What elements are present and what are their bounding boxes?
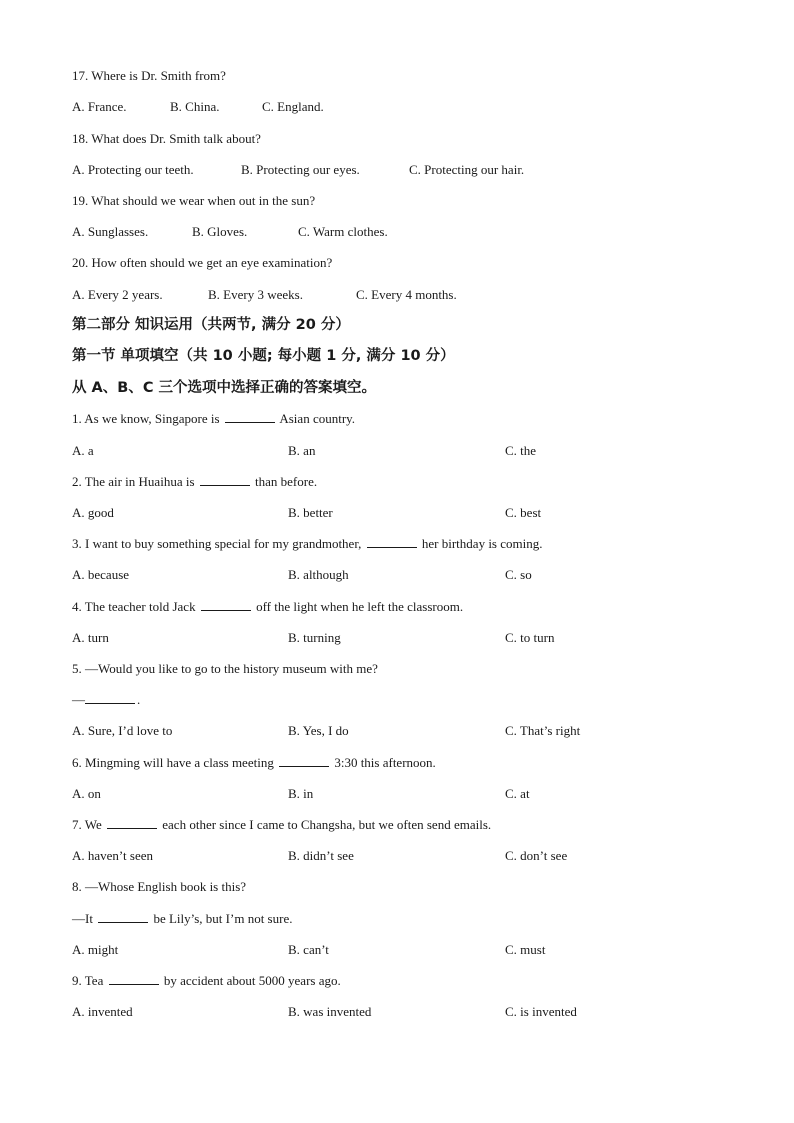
option-8-c[interactable]: C. must (505, 942, 546, 957)
question-20: 20. How often should we get an eye examination? (72, 255, 333, 270)
option-6-b[interactable]: B. in (288, 786, 314, 801)
question-5-reply: — . (72, 692, 141, 707)
option-9-c[interactable]: C. is invented (505, 1004, 577, 1019)
option-17-a[interactable]: A. France. (72, 99, 127, 114)
option-4-c[interactable]: C. to turn (505, 630, 555, 645)
answer-blank[interactable] (225, 411, 275, 423)
question-3: 3. I want to buy something special for my grandmother, her birthday is coming. (72, 536, 543, 551)
question-18: 18. What does Dr. Smith talk about? (72, 131, 261, 146)
option-18-c[interactable]: C. Protecting our hair. (409, 162, 525, 177)
option-8-a[interactable]: A. might (72, 942, 119, 957)
option-8-b[interactable]: B. can’t (288, 942, 329, 957)
question-5: 5. —Would you like to go to the history museum with me? (72, 661, 378, 676)
option-2-a[interactable]: A. good (72, 505, 114, 520)
part-two-heading: 第二部分 知识运用（共两节, 满分 20 分） (72, 317, 350, 333)
option-20-c[interactable]: C. Every 4 months. (356, 287, 457, 302)
question-19: 19. What should we wear when out in the sun? (72, 193, 316, 208)
answer-blank[interactable] (85, 692, 135, 704)
answer-blank[interactable] (107, 817, 157, 829)
option-5-a[interactable]: A. Sure, I’d love to (72, 723, 173, 738)
option-3-b[interactable]: B. although (288, 567, 349, 582)
answer-blank[interactable] (201, 599, 251, 611)
question-6: 6. Mingming will have a class meeting 3:30 this afternoon. (72, 755, 436, 770)
option-19-b[interactable]: B. Gloves. (192, 224, 248, 239)
question-4: 4. The teacher told Jack off the light when he left the classroom. (72, 599, 464, 614)
option-20-b[interactable]: B. Every 3 weeks. (208, 287, 303, 302)
section-one-heading: 第一节 单项填空（共 10 小题; 每小题 1 分, 满分 10 分） (72, 348, 455, 364)
answer-blank[interactable] (200, 474, 250, 486)
answer-blank[interactable] (98, 911, 148, 923)
option-3-a[interactable]: A. because (72, 567, 130, 582)
option-1-c[interactable]: C. the (505, 443, 537, 458)
option-2-c[interactable]: C. best (505, 505, 542, 520)
option-6-c[interactable]: C. at (505, 786, 530, 801)
question-2: 2. The air in Huaihua is than before. (72, 474, 318, 489)
option-5-b[interactable]: B. Yes, I do (288, 723, 349, 738)
option-3-c[interactable]: C. so (505, 567, 532, 582)
option-2-b[interactable]: B. better (288, 505, 333, 520)
option-1-a[interactable]: A. a (72, 443, 94, 458)
option-18-b[interactable]: B. Protecting our eyes. (241, 162, 360, 177)
option-9-b[interactable]: B. was invented (288, 1004, 372, 1019)
question-9: 9. Tea by accident about 5000 years ago. (72, 973, 341, 988)
option-9-a[interactable]: A. invented (72, 1004, 133, 1019)
answer-blank[interactable] (367, 536, 417, 548)
answer-blank[interactable] (279, 755, 329, 767)
question-17: 17. Where is Dr. Smith from? (72, 68, 226, 83)
option-20-a[interactable]: A. Every 2 years. (72, 287, 163, 302)
question-8-reply: —It be Lily’s, but I’m not sure. (72, 911, 293, 926)
option-7-b[interactable]: B. didn’t see (288, 848, 354, 863)
option-1-b[interactable]: B. an (288, 443, 316, 458)
question-1: 1. As we know, Singapore is Asian country. (72, 411, 356, 426)
option-17-c[interactable]: C. England. (262, 99, 324, 114)
option-17-b[interactable]: B. China. (170, 99, 220, 114)
question-8: 8. —Whose English book is this? (72, 879, 247, 894)
option-4-b[interactable]: B. turning (288, 630, 341, 645)
option-19-c[interactable]: C. Warm clothes. (298, 224, 388, 239)
question-7: 7. We each other since I came to Changsha, but we often send emails. (72, 817, 492, 832)
option-19-a[interactable]: A. Sunglasses. (72, 224, 149, 239)
option-7-a[interactable]: A. haven’t seen (72, 848, 153, 863)
option-4-a[interactable]: A. turn (72, 630, 109, 645)
instruction-text: 从 A、B、C 三个选项中选择正确的答案填空。 (72, 380, 377, 396)
option-7-c[interactable]: C. don’t see (505, 848, 568, 863)
option-18-a[interactable]: A. Protecting our teeth. (72, 162, 194, 177)
option-6-a[interactable]: A. on (72, 786, 101, 801)
answer-blank[interactable] (109, 973, 159, 985)
option-5-c[interactable]: C. That’s right (505, 723, 581, 738)
